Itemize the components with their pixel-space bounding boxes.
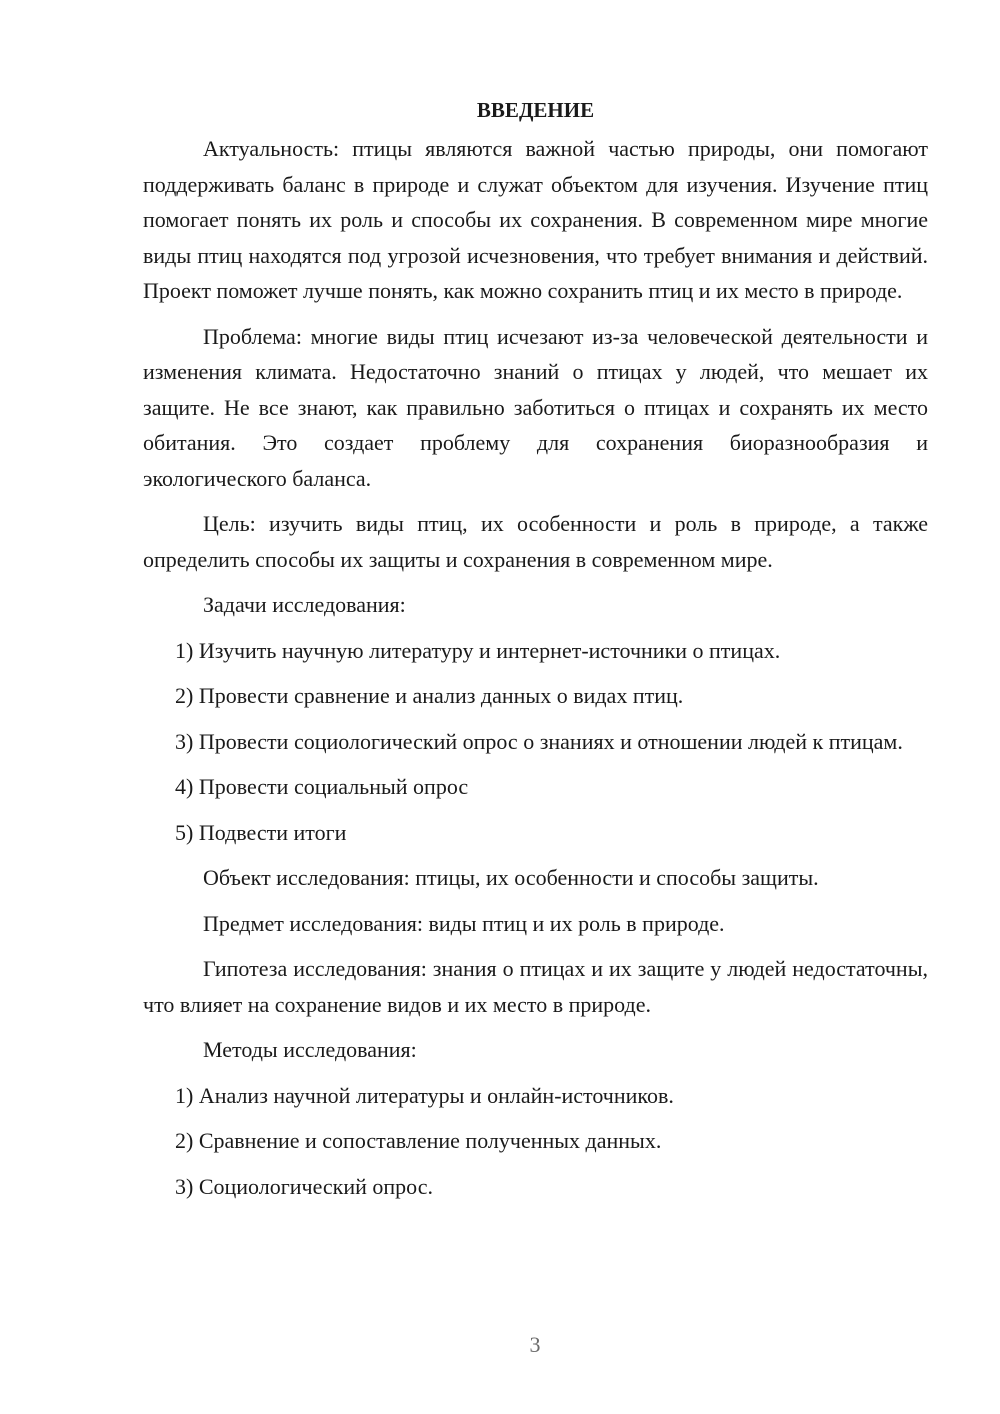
- method-item: 1) Анализ научной литературы и онлайн-источников.: [175, 1082, 674, 1108]
- object-paragraph: Объект исследования: птицы, их особенности и способы защиты.: [203, 865, 819, 890]
- tasks-heading: Задачи исследования:: [203, 592, 406, 617]
- task-item: 4) Провести социальный опрос: [175, 774, 469, 799]
- document-page: [143, 95, 928, 1214]
- task-item: 5) Подвести итоги: [175, 819, 347, 845]
- methods-heading: Методы исследования:: [203, 1037, 417, 1062]
- method-item: 3) Социологический опрос.: [175, 1173, 433, 1199]
- subject-paragraph: Предмет исследования: виды птиц и их роль в природе.: [203, 910, 725, 936]
- task-item: 2) Провести сравнение и анализ данных о видах птиц.: [175, 683, 684, 708]
- goal-paragraph: Цель: изучить виды птиц, их особенности и роль в природе, а также определить способы их защиты и сохранения в современном мире.: [143, 511, 928, 572]
- task-item: 1) Изучить научную литературу и интернет-источники о птицах.: [175, 637, 781, 663]
- method-item: 2) Сравнение и сопоставление полученных данных.: [175, 1128, 662, 1153]
- problem-paragraph: Проблема: многие виды птиц исчезают из-за человеческой деятельности и изменения климата. Недостаточно знаний о птицах у людей, что мешает их защите. Не все знают, как правильно заботиться о птицах и сохранять их место обитания. Это создает проблему для сохранения биоразнообразия и экологического баланса.: [143, 323, 928, 491]
- hypothesis-paragraph: Гипотеза исследования: знания о птицах и их защите у людей недостаточны, что влияет на сохранение видов и их место в природе.: [143, 956, 928, 1017]
- task-item: 3) Провести социологический опрос о знаниях и отношении людей к птицам.: [175, 728, 903, 754]
- section-title: ВВЕДЕНИЕ: [476, 98, 595, 122]
- page-number: 3: [529, 1332, 541, 1357]
- relevance-paragraph: Актуальность: птицы являются важной частью природы, они помогают поддерживать баланс в природе и служат объектом для изучения. Изучение птиц помогает понять их роль и способы их сохранения. В современном мире многие виды птиц находятся под угрозой исчезновения, что требует внимания и действий. Проект поможет лучше понять, как можно сохранить птиц и их место в природе.: [143, 136, 928, 303]
